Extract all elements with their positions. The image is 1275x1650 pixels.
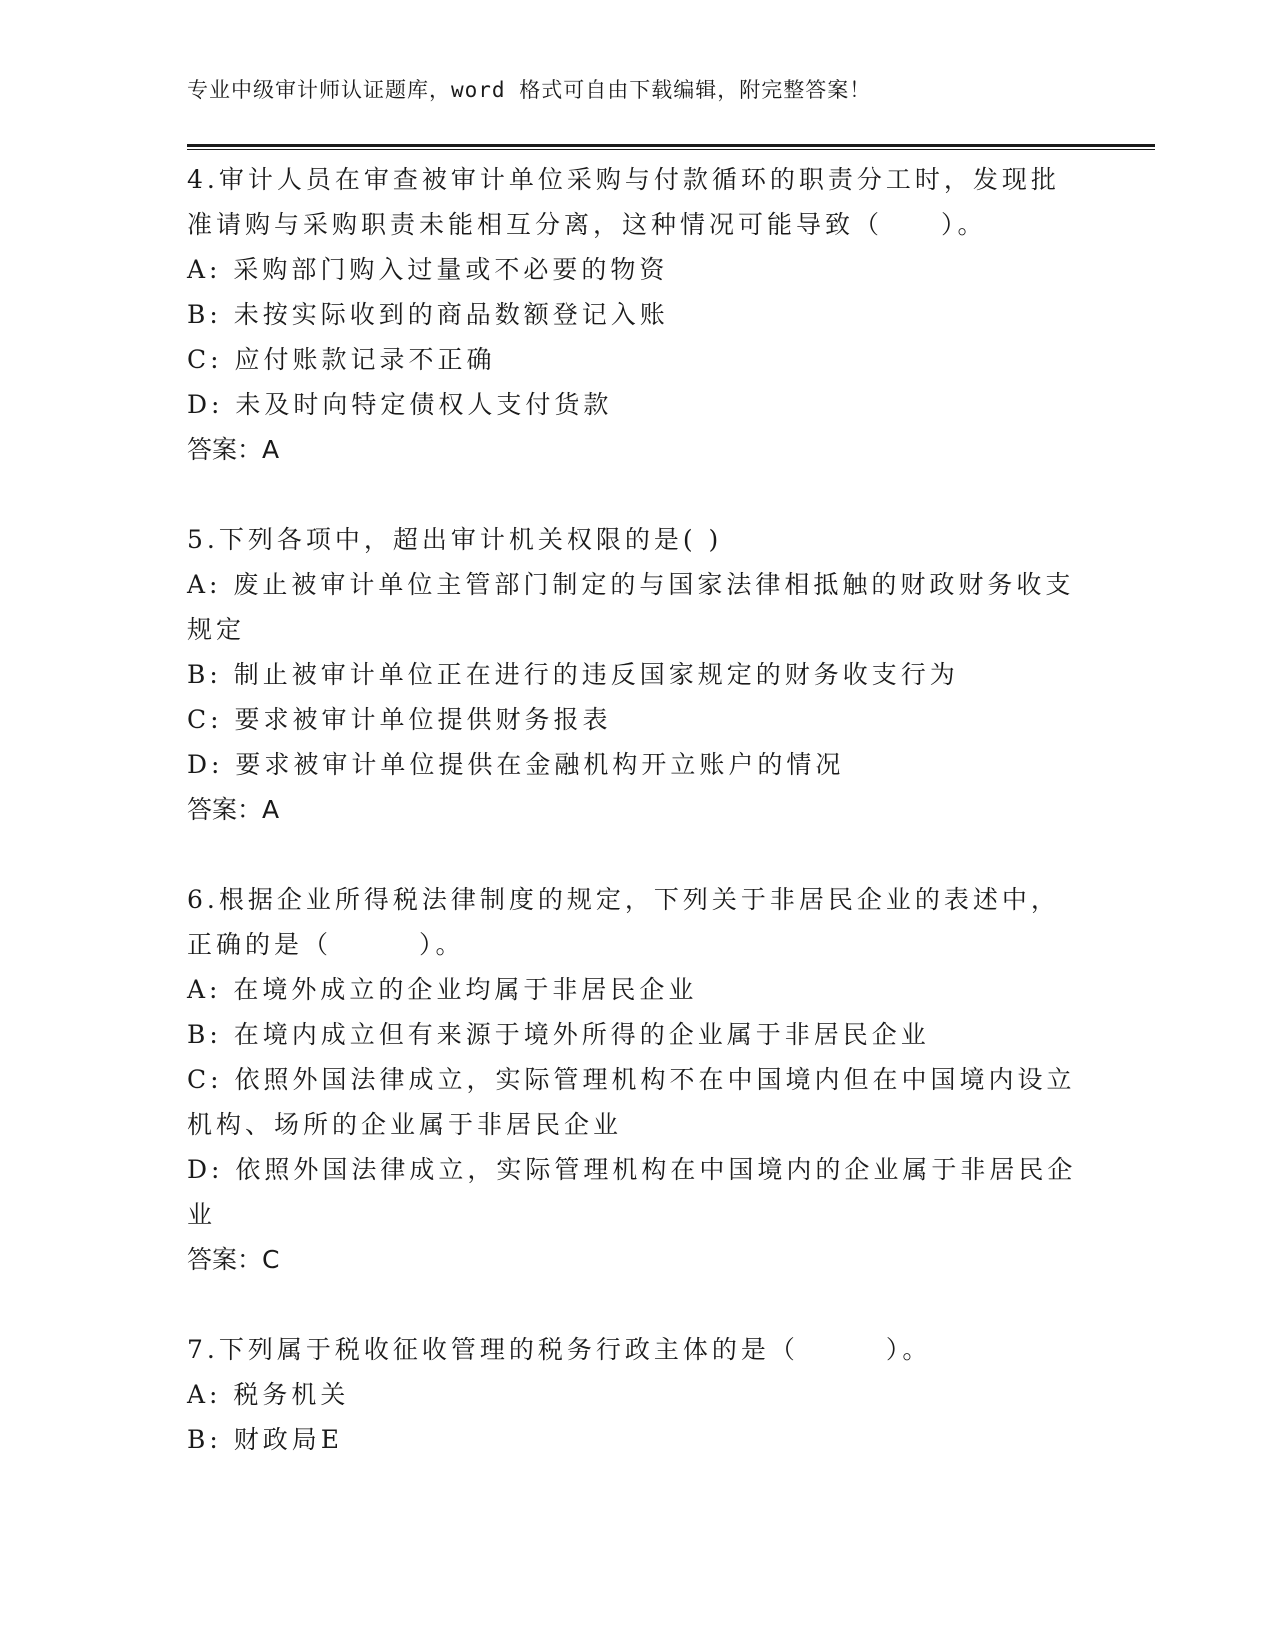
question-block — [187, 877, 1087, 1282]
header-divider-thick — [187, 144, 1155, 147]
option-line: B: 在境内成立但有来源于境外所得的企业属于非居民企业 — [187, 1020, 930, 1049]
option-line: B: 制止被审计单位正在进行的违反国家规定的财务收支行为 — [187, 660, 959, 689]
option-line: C: 应付账款记录不正确 — [187, 345, 496, 374]
question-stem: 正确的是（ ）。 — [187, 930, 465, 959]
option-line: B: 未按实际收到的商品数额登记入账 — [187, 300, 669, 329]
option-line: 业 — [187, 1200, 217, 1229]
option-line: D: 未及时向特定债权人支付货款 — [187, 390, 613, 419]
question-block — [187, 517, 1087, 832]
question-stem: 4.审计人员在审查被审计单位采购与付款循环的职责分工时，发现批 — [187, 165, 1060, 194]
question-stem: 7.下列属于税收征收管理的税务行政主体的是（ ）。 — [187, 1335, 932, 1364]
header-divider — [187, 144, 1155, 150]
option-line: 规定 — [187, 615, 246, 644]
question-block — [187, 157, 1087, 472]
question-block — [187, 1327, 1087, 1462]
option-line: A: 废止被审计单位主管部门制定的与国家法律相抵触的财政财务收支 — [187, 570, 1075, 599]
option-line: C: 依照外国法律成立，实际管理机构不在中国境内但在中国境内设立 — [187, 1065, 1076, 1094]
question-stem: 准请购与采购职责未能相互分离，这种情况可能导致（ ）。 — [187, 210, 987, 239]
option-line: D: 依照外国法律成立，实际管理机构在中国境内的企业属于非居民企 — [187, 1155, 1077, 1184]
option-line: A: 采购部门购入过量或不必要的物资 — [187, 255, 669, 284]
option-line: A: 在境外成立的企业均属于非居民企业 — [187, 975, 698, 1004]
answer-label: 答案：A — [187, 435, 280, 464]
answer-label: 答案：C — [187, 1245, 280, 1274]
question-stem: 6.根据企业所得税法律制度的规定，下列关于非居民企业的表述中， — [187, 885, 1060, 914]
option-line: C: 要求被审计单位提供财务报表 — [187, 705, 612, 734]
option-line: A: 税务机关 — [187, 1380, 350, 1409]
page-header: 专业中级审计师认证题库，word 格式可自由下载编辑，附完整答案！ — [187, 78, 872, 102]
header-divider-thin — [187, 149, 1155, 150]
question-stem: 5.下列各项中，超出审计机关权限的是( ) — [187, 525, 723, 554]
option-line: B: 财政局E — [187, 1425, 343, 1454]
option-line: 机构、场所的企业属于非居民企业 — [187, 1110, 623, 1139]
question-list — [187, 157, 1087, 1507]
answer-label: 答案：A — [187, 795, 280, 824]
option-line: D: 要求被审计单位提供在金融机构开立账户的情况 — [187, 750, 845, 779]
